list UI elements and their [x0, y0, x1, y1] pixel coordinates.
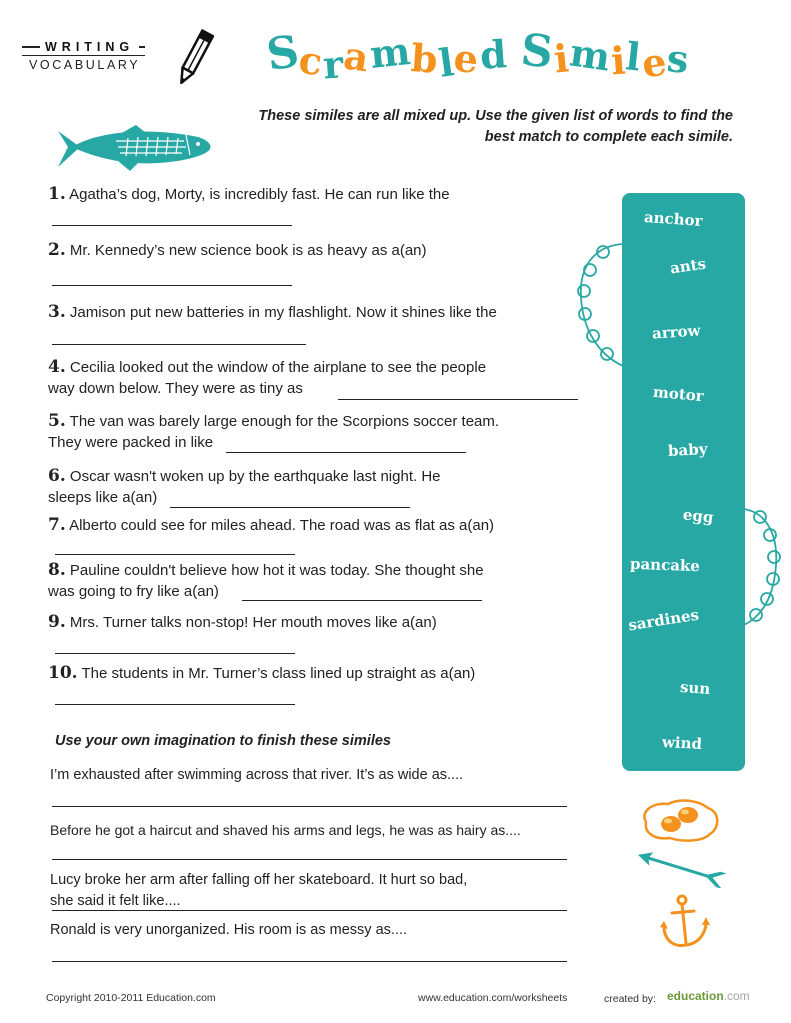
question-text-line2: sleeps like a(an)	[48, 489, 158, 506]
question-number: 6.	[48, 466, 66, 486]
own-answer-line-2[interactable]	[52, 859, 567, 860]
title-letter: s	[665, 35, 690, 82]
word-bank-item: motor	[652, 382, 705, 406]
instructions: These similes are all mixed up. Use the given list of words to find the best match to complete each simile.	[258, 108, 733, 145]
own-answer-line-3[interactable]	[52, 910, 567, 911]
question-text: Pauline couldn't believe how hot it was today. She thought she	[65, 562, 484, 579]
question-number: 10.	[48, 663, 78, 683]
question-text-line2: They were packed in like	[48, 434, 214, 451]
question-number: 5.	[48, 411, 66, 431]
own-answer-line-4[interactable]	[52, 961, 567, 962]
question-text: Mr. Kennedy’s new science book is as heavy as a(an)	[69, 242, 427, 259]
question-text: Mrs. Turner talks non-stop! Her mouth moves like a(an)	[69, 614, 437, 631]
title-letter: b	[409, 35, 440, 82]
page-title	[263, 24, 690, 88]
title-letter: e	[638, 38, 669, 87]
word-bank-item: sun	[679, 677, 711, 699]
word-bank	[622, 193, 745, 771]
title-letter: d	[477, 31, 508, 78]
brand-writing: WRITING	[45, 40, 135, 54]
answer-blank-8[interactable]	[242, 600, 482, 601]
question-number: 3.	[48, 302, 66, 322]
brand-logo	[22, 40, 145, 72]
question-text: Alberto could see for miles ahead. The road was as flat as a(an)	[69, 517, 495, 534]
answer-blank-1[interactable]	[52, 225, 292, 226]
logo-main: education	[667, 989, 724, 1003]
question-number: 7.	[48, 515, 66, 535]
title-letter: r	[321, 41, 345, 88]
title-letter: a	[341, 32, 373, 81]
question-text: Agatha’s dog, Morty, is incredibly fast. He can run like the	[69, 186, 450, 203]
created-by-label: created by:	[604, 993, 656, 1005]
question-text: The van was barely large enough for the Scorpions soccer team.	[69, 413, 500, 430]
title-letter: l	[435, 39, 457, 86]
education-logo[interactable]	[667, 989, 750, 1003]
word-bank-item: arrow	[651, 321, 702, 343]
question-number: 2.	[48, 240, 66, 260]
question-number: 1.	[48, 184, 66, 204]
answer-blank-5[interactable]	[226, 452, 466, 453]
question-5	[48, 411, 499, 453]
swirl-icon	[573, 238, 625, 373]
word-bank-item: wind	[661, 732, 703, 754]
question-3	[48, 302, 497, 323]
question-text: The students in Mr. Turner’s class lined up straight as a(an)	[81, 665, 476, 682]
answer-blank-2[interactable]	[52, 285, 292, 286]
question-text-line2: was going to fry like a(an)	[48, 583, 219, 600]
word-bank-item: anchor	[643, 207, 704, 231]
swirl-icon	[742, 505, 782, 630]
own-simile-3	[50, 870, 467, 912]
answer-blank-4[interactable]	[338, 399, 578, 400]
brand-vocabulary: VOCABULARY	[22, 55, 145, 72]
question-text: Cecilia looked out the window of the airplane to see the people	[69, 359, 487, 376]
answer-blank-9[interactable]	[55, 653, 295, 654]
question-2	[48, 240, 427, 261]
question-number: 4.	[48, 357, 66, 377]
question-8	[48, 560, 484, 602]
logo-com: .com	[723, 989, 750, 1003]
own-simile-2: Before he got a haircut and shaved his arms and legs, he was as hairy as....	[50, 822, 521, 838]
answer-blank-3[interactable]	[52, 344, 306, 345]
word-bank-item: pancake	[629, 554, 701, 576]
question-text: Oscar wasn't woken up by the earthquake last night. He	[69, 468, 441, 485]
title-letter: i	[609, 37, 627, 84]
title-letter: S	[263, 26, 302, 81]
fried-egg-icon	[638, 798, 720, 844]
title-letter: c	[296, 36, 325, 85]
copyright: Copyright 2010-2011 Education.com	[46, 992, 216, 1004]
question-6	[48, 466, 441, 508]
word-bank-item: sardines	[627, 605, 701, 635]
answer-blank-10[interactable]	[55, 704, 295, 705]
title-letter: i	[551, 35, 571, 82]
title-letter: S	[518, 24, 556, 79]
question-4	[48, 357, 486, 399]
question-text: Jamison put new batteries in my flashlight. Now it shines like the	[69, 304, 497, 321]
title-letter: e	[452, 34, 481, 83]
anchor-icon	[656, 893, 716, 953]
question-text-line2: way down below. They were as tiny as	[48, 380, 303, 397]
question-1	[48, 184, 450, 205]
section-title: Use your own imagination to finish these similes	[55, 733, 391, 749]
question-number: 8.	[48, 560, 66, 580]
question-7	[48, 515, 494, 536]
own-simile-4: Ronald is very unorganized. His room is as messy as....	[50, 922, 407, 938]
footer-url[interactable]: www.education.com/worksheets	[418, 992, 568, 1004]
own-answer-line-1[interactable]	[52, 806, 567, 807]
answer-blank-7[interactable]	[55, 554, 295, 555]
word-bank-item: baby	[667, 439, 708, 461]
question-9	[48, 612, 437, 633]
word-bank-item: egg	[682, 505, 715, 527]
title-letter: m	[367, 28, 413, 77]
question-number: 9.	[48, 612, 66, 632]
pencil-icon	[174, 28, 214, 90]
question-10	[48, 663, 475, 684]
own-simile-3-line1: Lucy broke her arm after falling off her skateboard. It hurt so bad,	[50, 872, 468, 888]
fish-icon	[58, 125, 213, 171]
own-simile-1: I’m exhausted after swimming across that river. It’s as wide as....	[50, 767, 464, 783]
title-letter: l	[623, 33, 643, 80]
answer-blank-6[interactable]	[170, 507, 410, 508]
word-bank-item: ants	[668, 254, 708, 278]
own-simile-3-line2: she said it felt like....	[50, 893, 181, 909]
title-letter: m	[566, 29, 613, 80]
arrow-icon	[634, 848, 728, 888]
